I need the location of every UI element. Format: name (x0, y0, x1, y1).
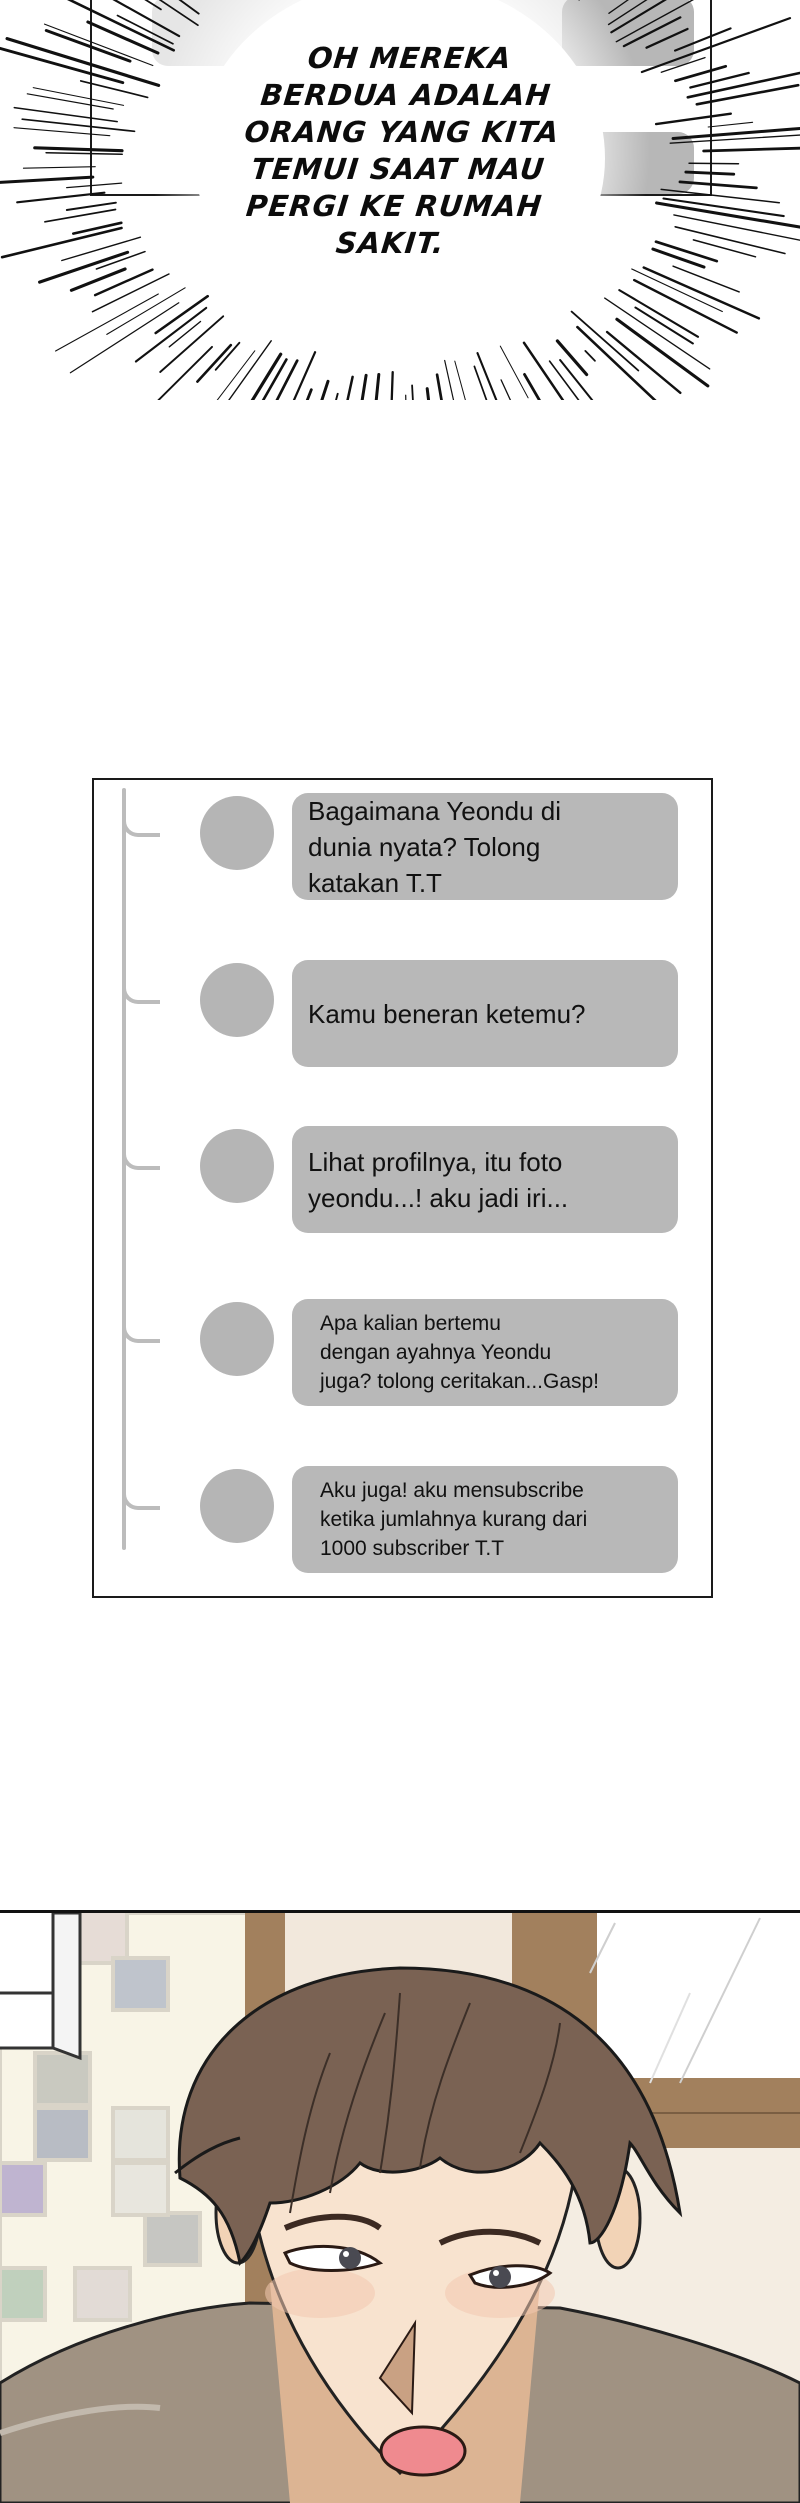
comment-item (94, 1126, 711, 1234)
thread-branch-icon (122, 1488, 160, 1510)
comment-bubble (292, 793, 678, 900)
speech-line: BERDUA ADALAH (258, 78, 553, 112)
comment-bubble (292, 960, 678, 1067)
thread-branch-icon (122, 982, 160, 1004)
comment-bubble (292, 1126, 678, 1233)
character-illustration-panel (0, 1910, 800, 2503)
avatar (200, 963, 274, 1037)
comment-item (94, 1466, 711, 1574)
comment-thread-panel (92, 778, 713, 1598)
speech-burst-text (188, 40, 611, 262)
comment-item (94, 793, 711, 901)
thread-branch-icon (122, 1148, 160, 1170)
avatar (200, 1129, 274, 1203)
avatar (200, 1469, 274, 1543)
avatar (200, 1302, 274, 1376)
character-portrait-icon (0, 1913, 800, 2503)
avatar (200, 796, 274, 870)
comment-item (94, 960, 711, 1068)
comment-item (94, 1299, 711, 1407)
comment-text: Bagaimana Yeondu di dunia nyata? Tolong katakan T.T (308, 795, 562, 898)
speech-line: TEMUI SAAT MAU (249, 152, 547, 186)
comment-bubble (292, 1466, 678, 1573)
speech-line: OH MEREKA (306, 41, 514, 75)
cabinet (0, 1913, 80, 2058)
comment-text: Apa kalian bertemu dengan ayahnya Yeondu juga? tolong ceritakan...Gasp! (320, 1312, 600, 1393)
thread-branch-icon (122, 1321, 160, 1343)
panel-speech-burst (0, 0, 800, 400)
speech-line: ORANG YANG KITA (242, 115, 562, 149)
speech-line: PERGI KE RUMAH (244, 189, 544, 223)
comment-text: Kamu beneran ketemu? (308, 998, 586, 1029)
comment-text: Lihat profilnya, itu foto yeondu...! aku jadi iri... (308, 1146, 569, 1213)
thread-branch-icon (122, 815, 160, 837)
comment-text: Aku juga! aku mensubscribe ketika jumlahnya kurang dari 1000 subscriber T.T (320, 1479, 588, 1560)
comment-bubble (292, 1299, 678, 1406)
speech-line: SAKIT. (334, 226, 447, 260)
